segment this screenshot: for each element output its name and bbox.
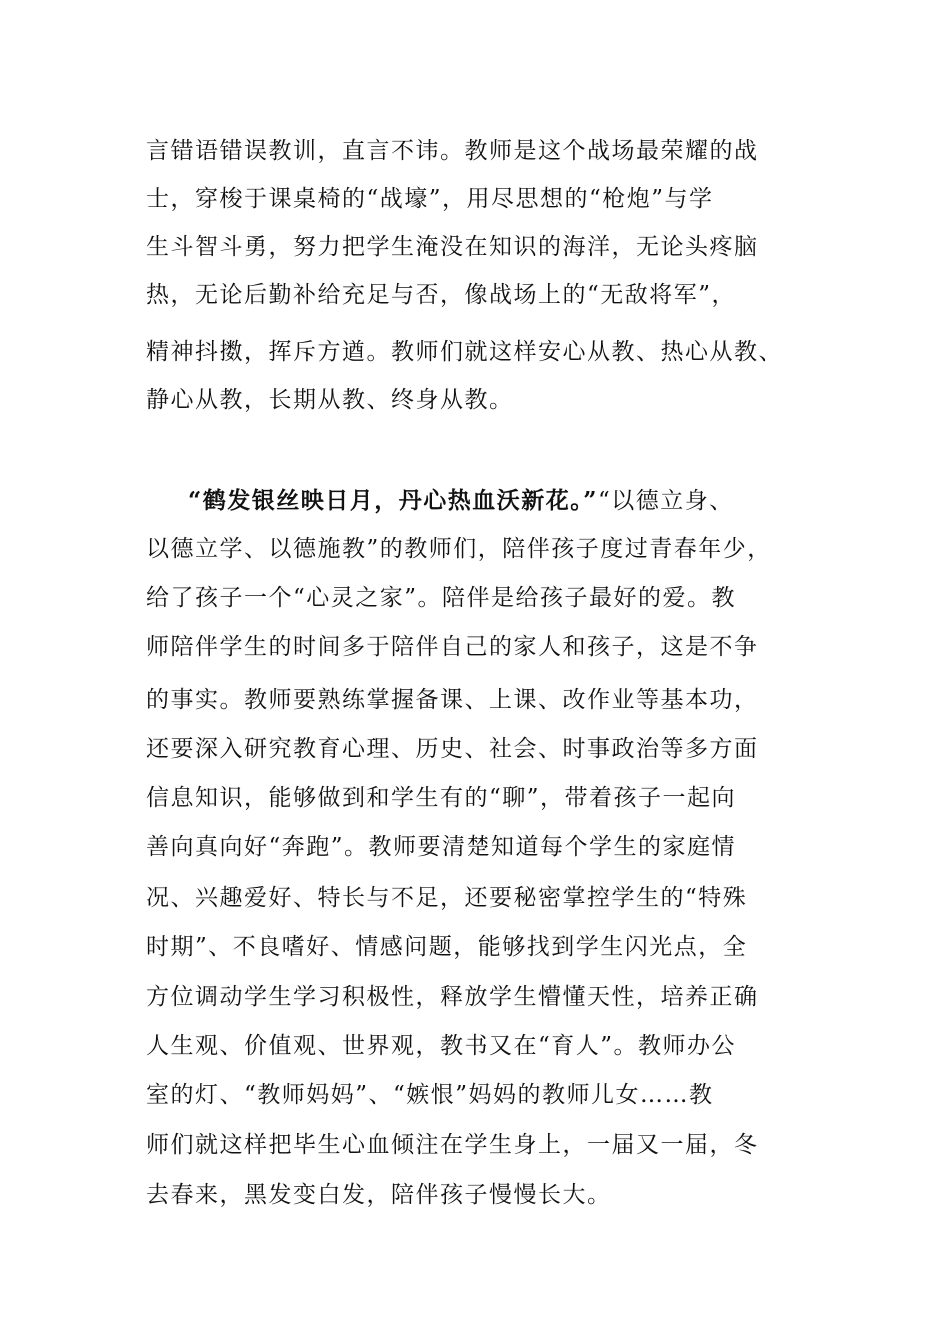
text-line: 时期”、不良嗜好、情感问题，能够找到学生闪光点，全 — [146, 934, 748, 960]
text-line: 士，穿梭于课桌椅的“战壕”，用尽思想的“枪炮”与学 — [146, 186, 714, 212]
paragraph-lead-heading: “鹤发银丝映日月，丹心热血沃新花。” — [188, 487, 598, 514]
first-text-line — [188, 486, 734, 516]
text-line: 方位调动学生学习积极性，释放学生懵懂天性，培养正确 — [146, 984, 759, 1010]
text-line: 精神抖擞，挥斥方遒。教师们就这样安心从教、热心从教、 — [146, 339, 783, 365]
text-line: 况、兴趣爱好、特长与不足，还要秘密掌控学生的“特殊 — [146, 885, 748, 911]
text-line: 言错语错误教训，直言不讳。教师是这个战场最荣耀的战 — [146, 138, 759, 164]
text-line: 生斗智斗勇，努力把学生淹没在知识的海洋，无论头疼脑 — [146, 234, 759, 260]
text-line: 的事实。教师要熟练掌握备课、上课、改作业等基本功， — [146, 687, 759, 713]
text-line: 师陪伴学生的时间多于陪伴自己的家人和孩子，这是不争 — [146, 634, 759, 660]
text-line: 给了孩子一个“心灵之家”。陪伴是给孩子最好的爱。教 — [146, 585, 737, 611]
text-line: 师们就这样把毕生心血倾注在学生身上，一届又一届，冬 — [146, 1132, 759, 1158]
text-line: 善向真向好“奔跑”。教师要清楚知道每个学生的家庭情 — [146, 834, 737, 860]
text-line: 信息知识，能够做到和学生有的“聊”，带着孩子一起向 — [146, 785, 737, 811]
text-line: 去春来，黑发变白发，陪伴孩子慢慢长大。 — [146, 1182, 612, 1208]
text-line: 静心从教，长期从教、终身从教。 — [146, 387, 514, 413]
text-line: 人生观、价值观、世界观，教书又在“育人”。教师办公 — [146, 1033, 737, 1059]
text-line: 还要深入研究教育心理、历史、社会、时事政治等多方面 — [146, 736, 759, 762]
text-line: 室的灯、“教师妈妈”、“嫉恨”妈妈的教师儿女……教 — [146, 1082, 714, 1108]
text-line: 热，无论后勤补给充足与否，像战场上的“无敌将军”， — [146, 282, 737, 308]
text-line: 以德立学、以德施教”的教师们，陪伴孩子度过青春年少， — [146, 536, 772, 562]
first-line-rest: “以德立身、 — [597, 488, 734, 514]
